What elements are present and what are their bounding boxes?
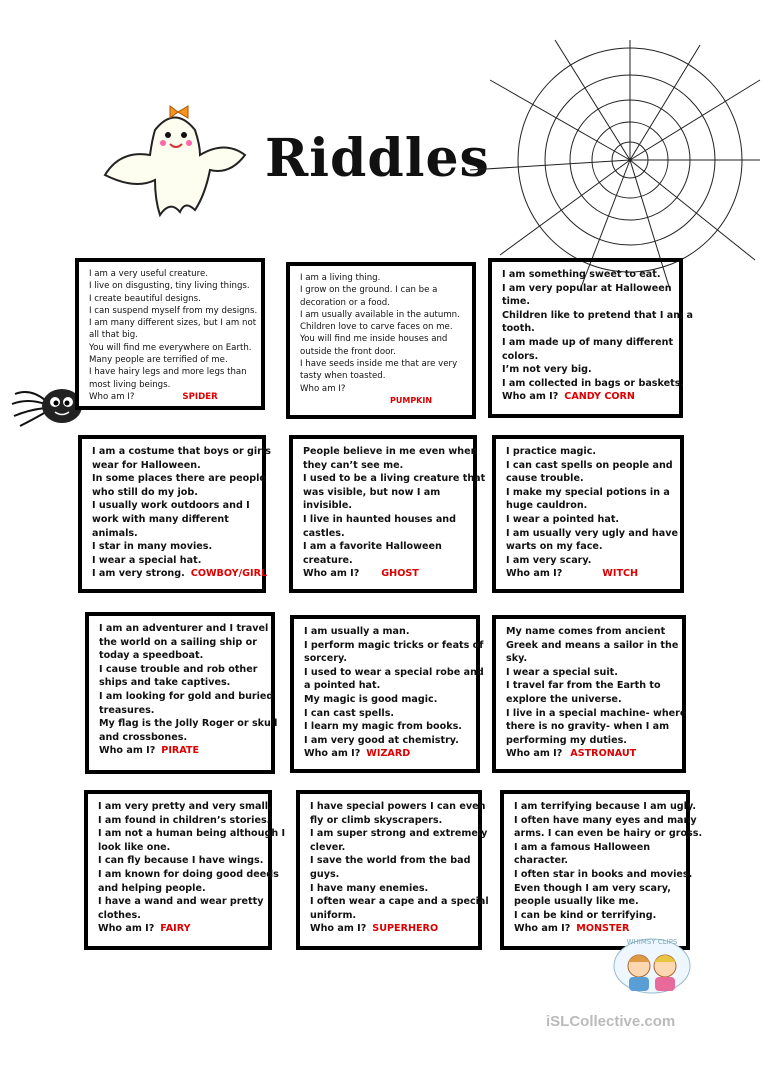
riddle-line: character. xyxy=(514,855,568,867)
riddle-line: there is no gravity- when I am xyxy=(506,721,670,733)
riddle-line: I am very good at chemistry. xyxy=(304,734,459,746)
riddle-line: treasures. xyxy=(99,704,155,716)
riddle-line: clever. xyxy=(310,841,346,853)
riddle-line: Even though I am very scary, xyxy=(514,882,671,894)
riddle-question: Who am I? xyxy=(303,568,360,580)
spider-web-illustration xyxy=(470,40,760,290)
riddle-question: Who am I? xyxy=(99,745,156,757)
riddle-line: I used to be a living creature that xyxy=(303,473,486,485)
riddle-line: invisible. xyxy=(303,500,352,512)
riddle-line: look like one. xyxy=(98,841,171,853)
riddle-card-monster xyxy=(500,790,703,950)
riddle-line: cause trouble. xyxy=(506,473,584,485)
riddle-line: castles. xyxy=(303,527,345,539)
riddle-answer: SPIDER xyxy=(182,391,218,402)
riddle-line: My flag is the Jolly Roger or skull xyxy=(99,718,278,730)
riddle-card-wizard xyxy=(290,615,484,773)
riddle-answer: COWBOY/GIRL xyxy=(190,568,268,580)
riddle-line: I am usually available in the autumn. xyxy=(300,309,460,320)
riddle-answer: FAIRY xyxy=(160,923,191,935)
riddle-card-pirate xyxy=(85,612,278,774)
riddle-question: Who am I? xyxy=(506,568,563,580)
riddle-line: guys. xyxy=(310,868,340,880)
riddle-line: I often star in books and movies. xyxy=(514,868,693,880)
riddle-card-fairy xyxy=(84,790,286,950)
riddle-line: I wear a special suit. xyxy=(506,666,618,678)
riddle-line: fly or climb skyscrapers. xyxy=(310,814,443,826)
riddle-line: who still do my job. xyxy=(92,486,198,498)
riddle-line: decoration or a food. xyxy=(300,297,390,308)
riddle-answer: PUMPKIN xyxy=(390,395,433,405)
riddle-line: I am a costume that boys or girls xyxy=(92,446,271,457)
riddle-line: wear for Halloween. xyxy=(92,459,201,471)
riddle-line: I live in haunted houses and xyxy=(303,513,456,525)
riddle-line: work with many different xyxy=(92,513,229,525)
riddle-line: I can be kind or terrifying. xyxy=(514,909,657,921)
riddle-card-ghost xyxy=(289,435,486,593)
riddle-line: I am a very useful creature. xyxy=(89,269,208,279)
riddle-line: a pointed hat. xyxy=(304,680,381,692)
riddle-line: I am collected in bags or baskets. xyxy=(502,377,685,389)
riddle-line: and helping people. xyxy=(98,882,206,894)
riddle-line: I am a living thing. xyxy=(300,273,381,283)
riddle-line: I am made up of many different xyxy=(502,336,674,348)
riddle-line: ships and take captives. xyxy=(99,677,231,689)
riddle-line: I make my special potions in a xyxy=(506,486,670,498)
riddle-line: I have hairy legs and more legs than xyxy=(89,367,247,378)
riddle-line: I am very popular at Halloween xyxy=(502,282,672,294)
riddle-question: Who am I? xyxy=(304,748,361,760)
riddle-line: performing my duties. xyxy=(506,734,627,746)
riddle-line: I am very pretty and very small. xyxy=(98,801,272,812)
riddle-line: My magic is good magic. xyxy=(304,693,438,705)
riddle-line: I’m not very big. xyxy=(502,364,592,376)
riddle-line: Children like to pretend that I am a xyxy=(502,309,694,321)
logo-text: WHIMSY CLIPS xyxy=(626,938,678,946)
riddle-line: People believe in me even when xyxy=(303,446,478,457)
riddle-line: creature. xyxy=(303,554,353,566)
riddle-line: You will find me everywhere on Earth. xyxy=(89,342,252,353)
riddle-line: was visible, but now I am xyxy=(303,486,441,498)
riddle-line: I learn my magic from books. xyxy=(304,721,462,733)
riddle-answer: WITCH xyxy=(602,568,639,580)
riddle-line: I perform magic tricks or feats of xyxy=(304,639,484,651)
riddle-card-candy-corn xyxy=(488,258,694,418)
ghost-illustration xyxy=(100,100,250,225)
riddle-line: I have seeds inside me that are very xyxy=(300,359,458,370)
riddle-card-cowboy xyxy=(78,435,271,593)
riddle-card-witch xyxy=(492,435,684,593)
riddle-line: arms. I can even be hairy or gross. xyxy=(514,828,703,840)
riddle-line: tooth. xyxy=(502,323,535,335)
riddle-card-spider xyxy=(75,258,265,410)
riddle-line: I am known for doing good deeds xyxy=(98,868,279,880)
riddle-card-pumpkin xyxy=(286,262,476,419)
riddle-line: I wear a pointed hat. xyxy=(506,513,620,525)
riddle-line: I grow on the ground. I can be a xyxy=(300,285,438,296)
riddle-line: time. xyxy=(502,296,531,308)
riddle-line: I travel far from the Earth to xyxy=(506,680,661,692)
riddle-line: huge cauldron. xyxy=(506,500,588,512)
riddle-card-superhero xyxy=(296,790,489,950)
riddle-line: Greek and means a sailor in the xyxy=(506,639,679,651)
riddle-line: I save the world from the bad xyxy=(310,855,471,867)
riddle-line: animals. xyxy=(92,527,138,539)
riddle-line: colors. xyxy=(502,350,539,362)
riddle-question: Who am I? xyxy=(514,923,571,935)
riddle-answer: WIZARD xyxy=(366,748,411,760)
riddle-question: Who am I? xyxy=(89,391,135,402)
riddle-line: most living beings. xyxy=(89,379,171,390)
riddle-answer: GHOST xyxy=(381,568,419,580)
riddle-line: I often have many eyes and many xyxy=(514,814,697,826)
riddle-line: explore the universe. xyxy=(506,693,622,705)
riddle-answer: SUPERHERO xyxy=(372,923,439,935)
riddle-line: I cause trouble and rob other xyxy=(99,663,258,675)
page-title: Riddles xyxy=(265,128,490,189)
riddle-line: I practice magic. xyxy=(506,446,597,457)
riddle-line: I create beautiful designs. xyxy=(89,293,201,304)
riddle-answer: ASTRONAUT xyxy=(570,748,637,760)
riddle-line: I am found in children’s stories. xyxy=(98,814,271,826)
riddle-line: I am an adventurer and I travel xyxy=(99,623,269,634)
riddle-answer: CANDY CORN xyxy=(564,391,635,403)
riddle-line: all that big. xyxy=(89,330,138,341)
riddle-line: sky. xyxy=(506,653,528,665)
riddle-line: uniform. xyxy=(310,909,357,921)
riddle-card-astronaut xyxy=(492,615,686,773)
riddle-line: sorcery. xyxy=(304,653,347,665)
riddle-line: I am looking for gold and buried xyxy=(99,690,274,702)
riddle-line: they can’t see me. xyxy=(303,459,404,471)
riddle-line: tasty when toasted. xyxy=(300,371,386,382)
riddle-line: warts on my face. xyxy=(506,541,603,553)
riddle-line: I can fly because I have wings. xyxy=(98,855,264,867)
riddle-line: I wear a special hat. xyxy=(92,554,202,566)
riddle-line: clothes. xyxy=(98,909,141,921)
riddle-line: Children love to carve faces on me. xyxy=(300,322,453,333)
riddle-line: I usually work outdoors and I xyxy=(92,500,250,512)
riddle-line: I am not a human being although I xyxy=(98,828,286,840)
riddle-line: My name comes from ancient xyxy=(506,626,666,637)
riddle-line: I am terrifying because I am ugly. xyxy=(514,801,696,812)
riddle-line: I live in a special machine- where xyxy=(506,707,687,719)
riddle-question: Who am I? xyxy=(98,923,155,935)
riddle-line: I am a famous Halloween xyxy=(514,841,651,853)
riddle-question: Who am I? xyxy=(506,748,563,760)
riddle-line: I have many enemies. xyxy=(310,882,429,894)
riddle-line: I can cast spells. xyxy=(304,707,395,719)
riddle-line: outside the front door. xyxy=(300,346,396,357)
riddle-line: I can cast spells on people and xyxy=(506,459,673,471)
riddle-line: In some places there are people xyxy=(92,473,266,485)
riddle-line: I often wear a cape and a special xyxy=(310,896,489,908)
whimsy-clips-logo xyxy=(611,932,693,994)
riddle-line: I can suspend myself from my designs. xyxy=(89,305,258,316)
riddle-line: I am usually a man. xyxy=(304,626,410,637)
riddle-line: I live on disgusting, tiny living things. xyxy=(89,281,250,292)
riddle-question: Who am I? xyxy=(502,391,559,403)
riddle-line: today a speedboat. xyxy=(99,650,204,662)
riddle-line: and crossbones. xyxy=(99,731,188,743)
riddle-line: I am a favorite Halloween xyxy=(303,541,442,553)
riddle-line: I used to wear a special robe and xyxy=(304,666,484,678)
riddle-line: I am very scary. xyxy=(506,554,592,566)
riddle-answer: PIRATE xyxy=(161,745,200,757)
riddle-line: I have a wand and wear pretty xyxy=(98,896,264,908)
riddle-question: Who am I? xyxy=(310,923,367,935)
riddle-line: people usually like me. xyxy=(514,896,639,908)
riddle-line: I star in many movies. xyxy=(92,541,213,553)
riddle-line: I am many different sizes, but I am not xyxy=(89,318,257,329)
riddle-line: You will find me inside houses and xyxy=(300,334,448,345)
riddle-question: I am very strong. xyxy=(92,568,185,580)
riddle-line: I am usually very ugly and have xyxy=(506,527,678,539)
riddle-line: I am something sweet to eat. xyxy=(502,269,661,280)
riddle-line: Who am I? xyxy=(300,383,346,394)
riddle-line: I am super strong and extremely xyxy=(310,828,488,840)
riddle-answer: MONSTER xyxy=(576,923,630,935)
riddle-line: I have special powers I can even xyxy=(310,801,486,812)
watermark-footer: iSLCollective.com xyxy=(546,1013,676,1030)
riddle-line: the world on a sailing ship or xyxy=(99,636,257,648)
riddle-line: Many people are terrified of me. xyxy=(89,355,228,366)
